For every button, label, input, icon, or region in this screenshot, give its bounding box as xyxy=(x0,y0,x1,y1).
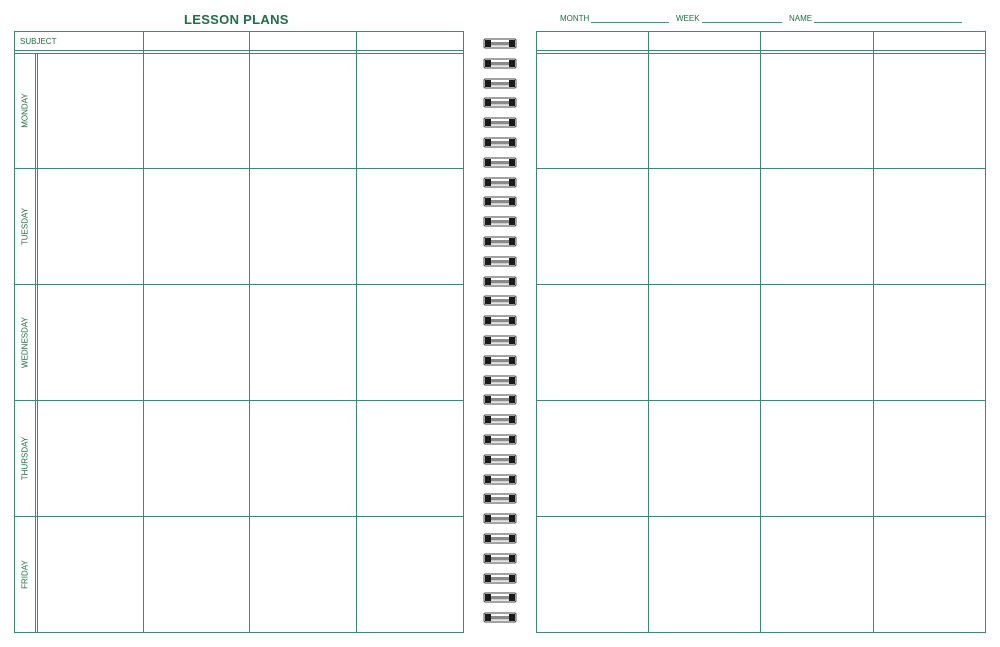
spiral-ring-icon xyxy=(483,274,517,285)
month-field[interactable] xyxy=(560,14,669,23)
subject-row-divider-2 xyxy=(14,53,464,54)
column-divider xyxy=(648,31,649,633)
column-divider xyxy=(760,31,761,633)
left-page-grid xyxy=(14,31,464,633)
subject-row-divider xyxy=(14,50,464,51)
day-row-divider xyxy=(14,516,464,517)
spiral-ring-icon xyxy=(483,313,517,324)
spiral-ring-icon xyxy=(483,36,517,47)
day-row-divider xyxy=(536,284,986,285)
spiral-ring-icon xyxy=(483,392,517,403)
spiral-ring-icon xyxy=(483,610,517,621)
day-row-divider xyxy=(536,168,986,169)
name-line xyxy=(814,14,962,23)
spiral-ring-icon xyxy=(483,412,517,423)
day-label-tuesday: TUESDAY xyxy=(20,207,30,246)
week-label: WEEK xyxy=(676,14,700,23)
spiral-ring-icon xyxy=(483,571,517,582)
spiral-ring-icon xyxy=(483,353,517,364)
spiral-ring-icon xyxy=(483,293,517,304)
spiral-ring-icon xyxy=(483,175,517,186)
column-divider xyxy=(249,31,250,633)
page-title: LESSON PLANS xyxy=(184,12,289,27)
subject-row-divider xyxy=(536,50,986,51)
day-label-thursday: THURSDAY xyxy=(20,436,30,481)
name-field[interactable] xyxy=(789,14,962,23)
column-divider xyxy=(873,31,874,633)
day-column-divider-2 xyxy=(37,53,38,633)
name-label: NAME xyxy=(789,14,813,23)
column-divider xyxy=(143,31,144,633)
day-label-wednesday: WEDNESDAY xyxy=(20,317,30,368)
spiral-ring-icon xyxy=(483,531,517,542)
spiral-ring-icon xyxy=(483,590,517,601)
week-field[interactable] xyxy=(676,14,782,23)
subject-label: SUBJECT xyxy=(20,37,57,46)
month-line xyxy=(591,14,669,23)
day-row-divider xyxy=(536,516,986,517)
column-divider xyxy=(356,31,357,633)
day-row-divider xyxy=(536,400,986,401)
spiral-ring-icon xyxy=(483,491,517,502)
spiral-ring-icon xyxy=(483,194,517,205)
day-column-divider xyxy=(35,53,36,633)
spiral-ring-icon xyxy=(483,511,517,522)
spiral-ring-icon xyxy=(483,115,517,126)
week-line xyxy=(702,14,782,23)
right-page-grid xyxy=(536,31,986,633)
spiral-ring-icon xyxy=(483,472,517,483)
spiral-ring-icon xyxy=(483,56,517,67)
spiral-ring-icon xyxy=(483,551,517,562)
spiral-ring-icon xyxy=(483,95,517,106)
day-row-divider xyxy=(14,168,464,169)
spiral-ring-icon xyxy=(483,76,517,87)
spiral-ring-icon xyxy=(483,254,517,265)
month-label: MONTH xyxy=(560,14,590,23)
spiral-ring-icon xyxy=(483,214,517,225)
subject-row-divider-2 xyxy=(536,53,986,54)
spiral-ring-icon xyxy=(483,333,517,344)
spiral-ring-icon xyxy=(483,155,517,166)
day-row-divider xyxy=(14,400,464,401)
day-label-monday: MONDAY xyxy=(20,93,30,128)
day-label-friday: FRIDAY xyxy=(20,560,30,589)
spiral-ring-icon xyxy=(483,452,517,463)
spiral-ring-icon xyxy=(483,432,517,443)
spiral-ring-icon xyxy=(483,373,517,384)
spiral-ring-icon xyxy=(483,234,517,245)
spiral-ring-icon xyxy=(483,135,517,146)
day-row-divider xyxy=(14,284,464,285)
